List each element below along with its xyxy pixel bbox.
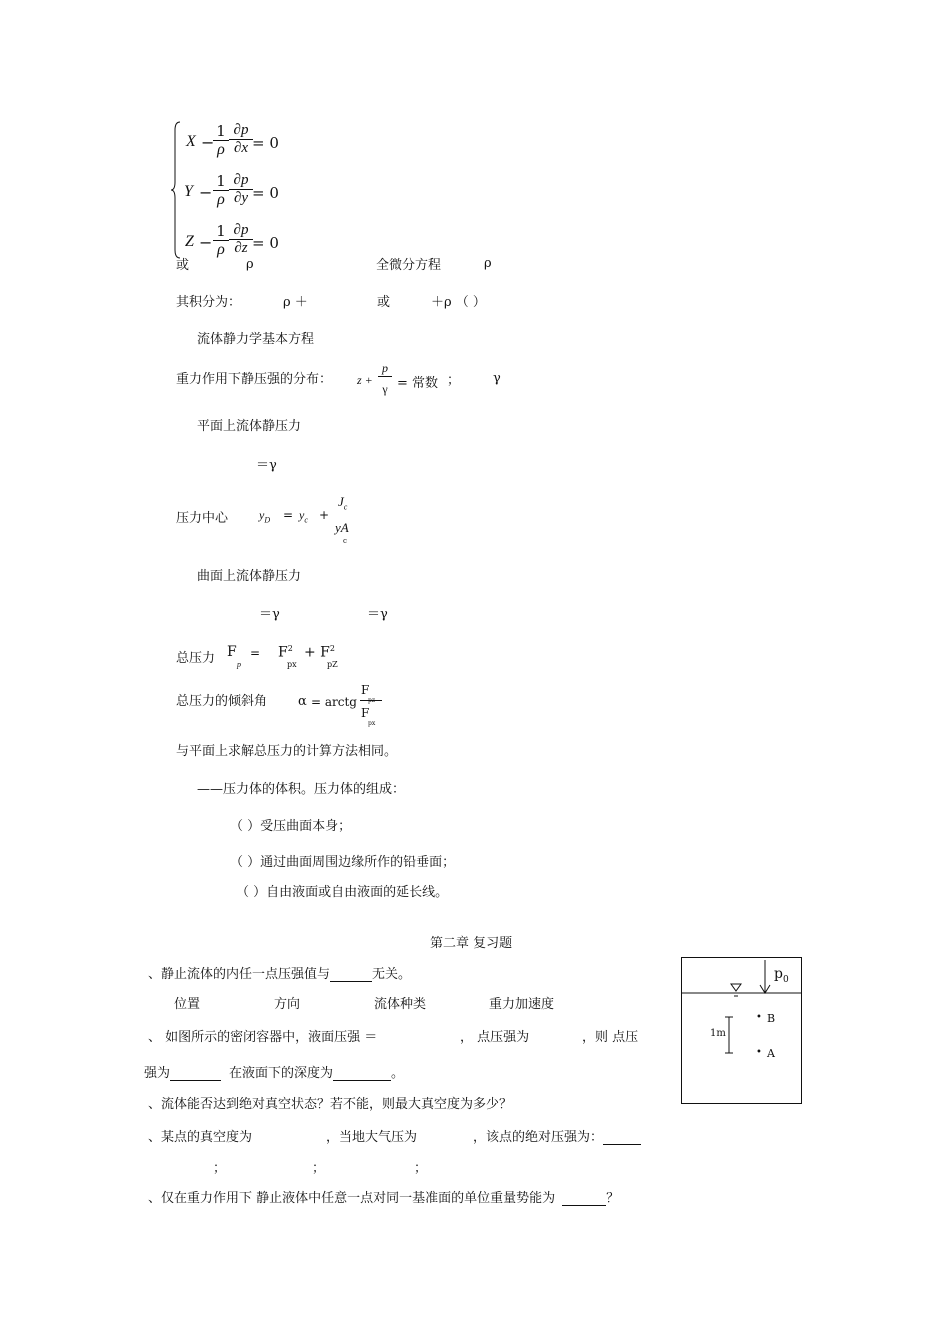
option-direction: 方向 <box>274 997 301 1012</box>
container-figure <box>681 957 802 1104</box>
frac-numerator: 1 <box>216 222 226 240</box>
const-semicolon: ； <box>447 373 461 388</box>
point-A-label: A <box>767 1047 775 1060</box>
plane-eq-gamma: ＝γ <box>256 458 277 473</box>
arctg-label: = arctg <box>311 695 357 709</box>
yc-symbol <box>299 508 308 524</box>
yD-subscript: D <box>264 515 271 525</box>
question-1-text: 、静止流体的内任一点压强值与 <box>148 967 331 982</box>
Fpz-symbol <box>304 644 335 661</box>
frac-denominator: ∂z <box>229 239 253 257</box>
euler-x-frac1 <box>213 122 229 159</box>
option-fluid-type: 流体种类 <box>374 997 427 1012</box>
Fp-subscript: p <box>237 660 241 669</box>
euler-y-var: Y <box>184 183 193 200</box>
integral-or: 或 <box>377 295 391 310</box>
pressure-body-text: ——压力体的体积。压力体的组成： <box>197 782 406 797</box>
Jc-subscript: c <box>343 502 348 512</box>
total-diff-rho: ρ <box>484 256 492 271</box>
question-2-blank-1[interactable] <box>170 1066 221 1081</box>
ycA-A: A <box>340 520 349 535</box>
euler-z-minus: − <box>199 233 213 252</box>
ycA-y: y <box>335 520 341 535</box>
question-4-semicolon-3: ； <box>414 1161 428 1176</box>
p0-subscript: 0 <box>782 974 789 985</box>
frac-numerator: 1 <box>216 122 226 140</box>
pressure-center-label: 压力中心 <box>176 511 229 526</box>
Fpz-plus-letter: + F <box>304 644 330 661</box>
angle-frac-bottom-sub: px <box>368 720 376 727</box>
question-1-blank[interactable] <box>330 967 372 982</box>
question-4-part-c <box>473 1126 641 1145</box>
integral-tail: ＋ρ （ ） <box>431 295 486 310</box>
question-2-line-2 <box>144 1062 404 1081</box>
pressure-body-item-3: （ ）自由液面或自由液面的延长线。 <box>236 885 449 900</box>
Jc-symbol <box>338 494 347 512</box>
Jc-letter: J <box>338 494 344 509</box>
incline-angle-label: 总压力的倾斜角 <box>176 694 268 709</box>
const-frac <box>378 361 392 397</box>
euler-brace <box>170 120 180 258</box>
question-4-part-c-text: ，该点的绝对压强为： <box>473 1130 604 1145</box>
euler-z-frac1 <box>213 222 229 259</box>
question-2-part-e: 在液面下的深度为 <box>229 1066 334 1081</box>
plane-force-heading: 平面上流体静压力 <box>197 419 302 434</box>
integral-prefix: 其积分为： <box>176 295 242 310</box>
euler-x-var: X <box>186 133 196 150</box>
question-1 <box>148 963 411 982</box>
point-A-dot: • <box>756 1047 762 1058</box>
same-method-text: 与平面上求解总压力的计算方法相同。 <box>176 744 398 759</box>
yD-eq: = <box>283 508 294 522</box>
ycA-subscript: c <box>343 537 347 545</box>
const-z: z + <box>357 373 373 387</box>
p0-label <box>774 966 789 985</box>
pressure-body-item-1: （ ）受压曲面本身； <box>230 819 352 834</box>
frac-numerator: ∂p <box>233 172 249 188</box>
curved-force-heading: 曲面上流体静压力 <box>197 569 302 584</box>
question-5-blank[interactable] <box>562 1191 606 1206</box>
question-2-part-f: 。 <box>391 1066 405 1081</box>
curved-eq-gamma-2: ＝γ <box>367 607 388 622</box>
question-4-semicolon-2: ； <box>312 1161 326 1176</box>
angle-frac-bottom: F <box>361 706 370 720</box>
yD-letter: y <box>259 508 265 522</box>
question-4-part-b: ，当地大气压为 <box>326 1130 418 1145</box>
Fpx-symbol <box>278 644 293 661</box>
euler-y-eq: = 0 <box>252 184 279 202</box>
question-3: 、流体能否达到绝对真空状态？若不能，则最大真空度为多少？ <box>148 1097 513 1112</box>
angle-frac-bar <box>360 700 382 701</box>
question-2-blank-2[interactable] <box>333 1066 391 1081</box>
pressure-body-item-2: （ ）通过曲面周围边缘所作的铅垂面； <box>230 855 456 870</box>
euler-z-var: Z <box>185 233 194 250</box>
euler-y-minus: − <box>199 183 213 202</box>
review-title: 第二章 复习题 <box>430 936 513 951</box>
Fpz-superscript: 2 <box>329 644 335 653</box>
Fp-symbol: F <box>227 644 237 660</box>
euler-z-eq: = 0 <box>252 234 279 252</box>
depth-label: 1m <box>710 1028 726 1039</box>
alpha-symbol: α <box>298 694 307 709</box>
question-4-blank[interactable] <box>603 1130 641 1145</box>
yc-subscript: c <box>304 515 308 525</box>
frac-denominator: ∂y <box>229 189 253 207</box>
question-5-tail: ？ <box>606 1191 620 1206</box>
Fpx-letter: F <box>278 644 288 661</box>
frac-denominator: γ <box>378 376 392 397</box>
total-force-label: 总压力 <box>176 651 216 666</box>
Fpz-subscript: pZ <box>327 660 338 669</box>
euler-z-frac2 <box>229 222 253 257</box>
ycA-symbol <box>335 520 349 536</box>
Fpx-superscript: 2 <box>287 644 293 653</box>
or-label: 或 <box>176 258 190 273</box>
basic-equation-heading: 流体静力学基本方程 <box>197 332 315 347</box>
yD-symbol <box>259 508 270 524</box>
question-1-tail: 无关。 <box>372 967 412 982</box>
euler-x-minus: − <box>201 133 215 152</box>
frac-denominator: ρ <box>213 240 229 259</box>
gamma-symbol: γ <box>493 371 501 386</box>
question-4-semicolon-1: ； <box>213 1161 227 1176</box>
frac-denominator: ρ <box>213 190 229 209</box>
gravity-distribution-label: 重力作用下静压强的分布： <box>176 372 333 387</box>
question-2-part-a: 、 如图所示的密闭容器中，液面压强 ＝ <box>148 1030 378 1045</box>
euler-z-rho: ρ <box>246 257 254 272</box>
point-B-label: B <box>767 1012 776 1025</box>
curved-eq-gamma-1: ＝γ <box>259 607 280 622</box>
integral-rho-plus: ρ ＋ <box>283 295 308 310</box>
frac-numerator: ∂p <box>233 122 249 138</box>
option-position: 位置 <box>174 997 201 1012</box>
const-eq: = 常数 <box>397 376 439 391</box>
option-gravity: 重力加速度 <box>489 997 555 1012</box>
question-2-part-d: 强为 <box>144 1066 171 1081</box>
euler-x-eq: = 0 <box>252 134 279 152</box>
question-5 <box>148 1187 619 1206</box>
question-2-part-c: ，则 点压 <box>582 1030 639 1045</box>
Fpx-subscript: px <box>287 660 297 669</box>
frac-denominator: ρ <box>213 140 229 159</box>
euler-x-frac2 <box>229 122 253 157</box>
yc-plus: + <box>319 508 330 522</box>
total-diff-label: 全微分方程 <box>376 258 442 273</box>
euler-y-frac2 <box>229 172 253 207</box>
angle-frac-top-sub: pz <box>368 697 376 704</box>
frac-numerator: p <box>382 361 388 375</box>
frac-numerator: 1 <box>216 172 226 190</box>
question-4-part-a: 、某点的真空度为 <box>148 1130 253 1145</box>
frac-denominator: ∂x <box>229 139 253 157</box>
yc-letter: y <box>299 508 305 522</box>
Fp-eq: = <box>250 646 261 660</box>
question-2-part-b: ， 点压强为 <box>460 1030 530 1045</box>
point-B-dot: • <box>756 1012 762 1023</box>
angle-frac-top: F <box>361 683 370 697</box>
question-5-text: 、仅在重力作用下 静止液体中任意一点对同一基准面的单位重量势能为 <box>148 1191 556 1206</box>
frac-numerator: ∂p <box>233 222 249 238</box>
p0-letter: p <box>774 966 783 982</box>
euler-y-frac1 <box>213 172 229 209</box>
